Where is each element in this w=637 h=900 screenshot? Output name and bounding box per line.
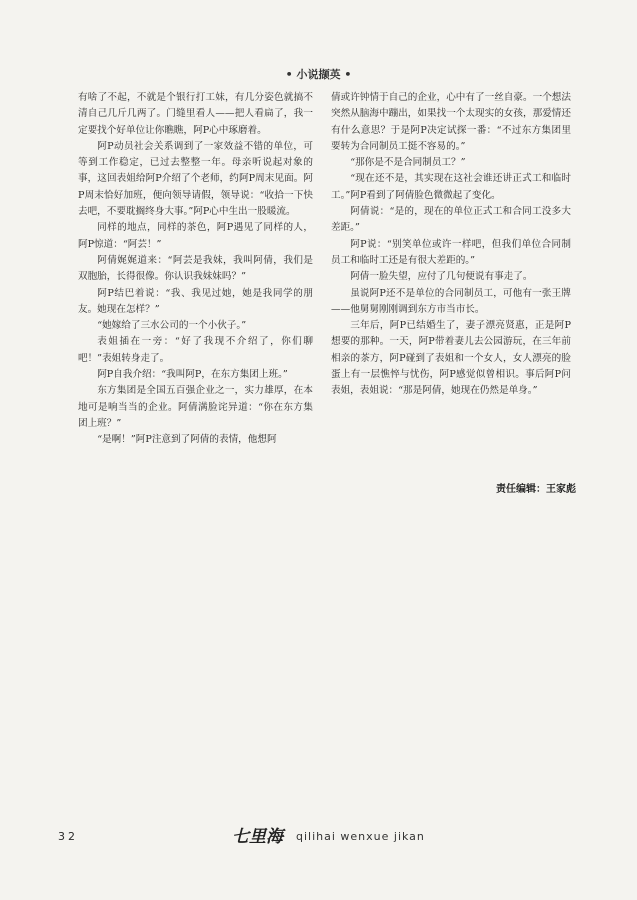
- editor-credit: 责任编辑：王家彪: [496, 484, 576, 495]
- paragraph: 阿P自我介绍：“我叫阿P，在东方集团上班。”: [97, 369, 288, 381]
- section-header: • 小说撷英 •: [285, 68, 352, 81]
- left-column: [78, 90, 313, 449]
- paragraph: 倩或许钟情于自己的企业，心中有了一丝自豪。一个想法突然从脑海中蹦出，如果找一个太现实的女孩，那爱情还有什么意思？于是阿P决定试探一番：“不过东方集团里要转为合同制员工挺不容易的。”: [331, 92, 571, 152]
- page-number: 32: [58, 830, 78, 843]
- paragraph: “她嫁给了三水公司的一个小伙子。”: [97, 320, 247, 332]
- paragraph: 阿倩娓娓道来：“阿芸是我妹，我叫阿倩，我们是双胞胎，长得很像。你认识我妹妹吗？”: [78, 254, 313, 283]
- right-column: [331, 90, 571, 400]
- paragraph: “那你是不是合同制员工？”: [350, 157, 466, 169]
- paragraph: “是啊！”阿P注意到了阿倩的表情，他想阿: [97, 434, 277, 446]
- paragraph: “现在还不是，其实现在这社会谁还讲正式工和临时工。”阿P看到了阿倩脸色微微起了变化。: [331, 173, 571, 201]
- magazine-logo: 七里海: [232, 827, 283, 847]
- paragraph: 东方集团是全国五百强企业之一，实力雄厚，在本地可是响当当的企业。阿倩满脸诧异道：“你在东方集团上班？”: [78, 385, 313, 429]
- paragraph: 虽说阿P还不是单位的合同制员工，可他有一张王牌——他舅舅刚刚调到东方市当市长。: [331, 287, 571, 315]
- paragraph: 三年后，阿P已结婚生了，妻子漂亮贤惠，正是阿P想要的那种。一天，阿P带着妻儿去公园游玩，在三年前相亲的茶方，阿P碰到了表姐和一个女人，女人漂亮的脸蛋上有一层憔悴与忧伤，阿P感觉似曾相识。事后阿P问表姐，表姐说：“那是阿倩，她现在仍然是单身。”: [331, 320, 571, 397]
- paragraph: 同样的地点，同样的茶色，阿P遇见了同样的人，阿P惊道：“阿芸！”: [78, 222, 313, 250]
- paragraph: 阿倩一脸失望，应付了几句便说有事走了。: [350, 271, 533, 283]
- paragraph: 阿倩说：“是的，现在的单位正式工和合同工没多大差距。”: [331, 206, 571, 234]
- paragraph: 表姐插在一旁：“好了我现不介绍了，你们聊吧！”表姐转身走了。: [78, 336, 313, 364]
- magazine-pinyin-title: qilihai wenxue jikan: [296, 830, 425, 843]
- paragraph: 阿P说：“别笑单位或许一样吧，但我们单位合同制员工和临时工还是有很大差距的。”: [331, 238, 571, 266]
- paragraph: 阿P动员社会关系调到了一家效益不错的单位，可等到工作稳定，已过去整整一年。母亲听说起对象的事，这回表姐给阿P介绍了个老师，约阿P周末见面。阿P周末恰好加班，便向领导请假，领导说：“收拾一下快去吧，不要耽搁终身大事。”阿P心中生出一股暖流。: [78, 140, 313, 218]
- paragraph: 阿P结巴着说：“我、我见过她，她是我同学的朋友。她现在怎样？”: [78, 287, 313, 315]
- paragraph: 有啥了不起，不就是个银行打工妹，有几分姿色就搞不清自己几斤几两了。门缝里看人——把人看扁了，我一定要找个好单位让你瞧瞧，阿P心中琢磨着。: [78, 92, 313, 136]
